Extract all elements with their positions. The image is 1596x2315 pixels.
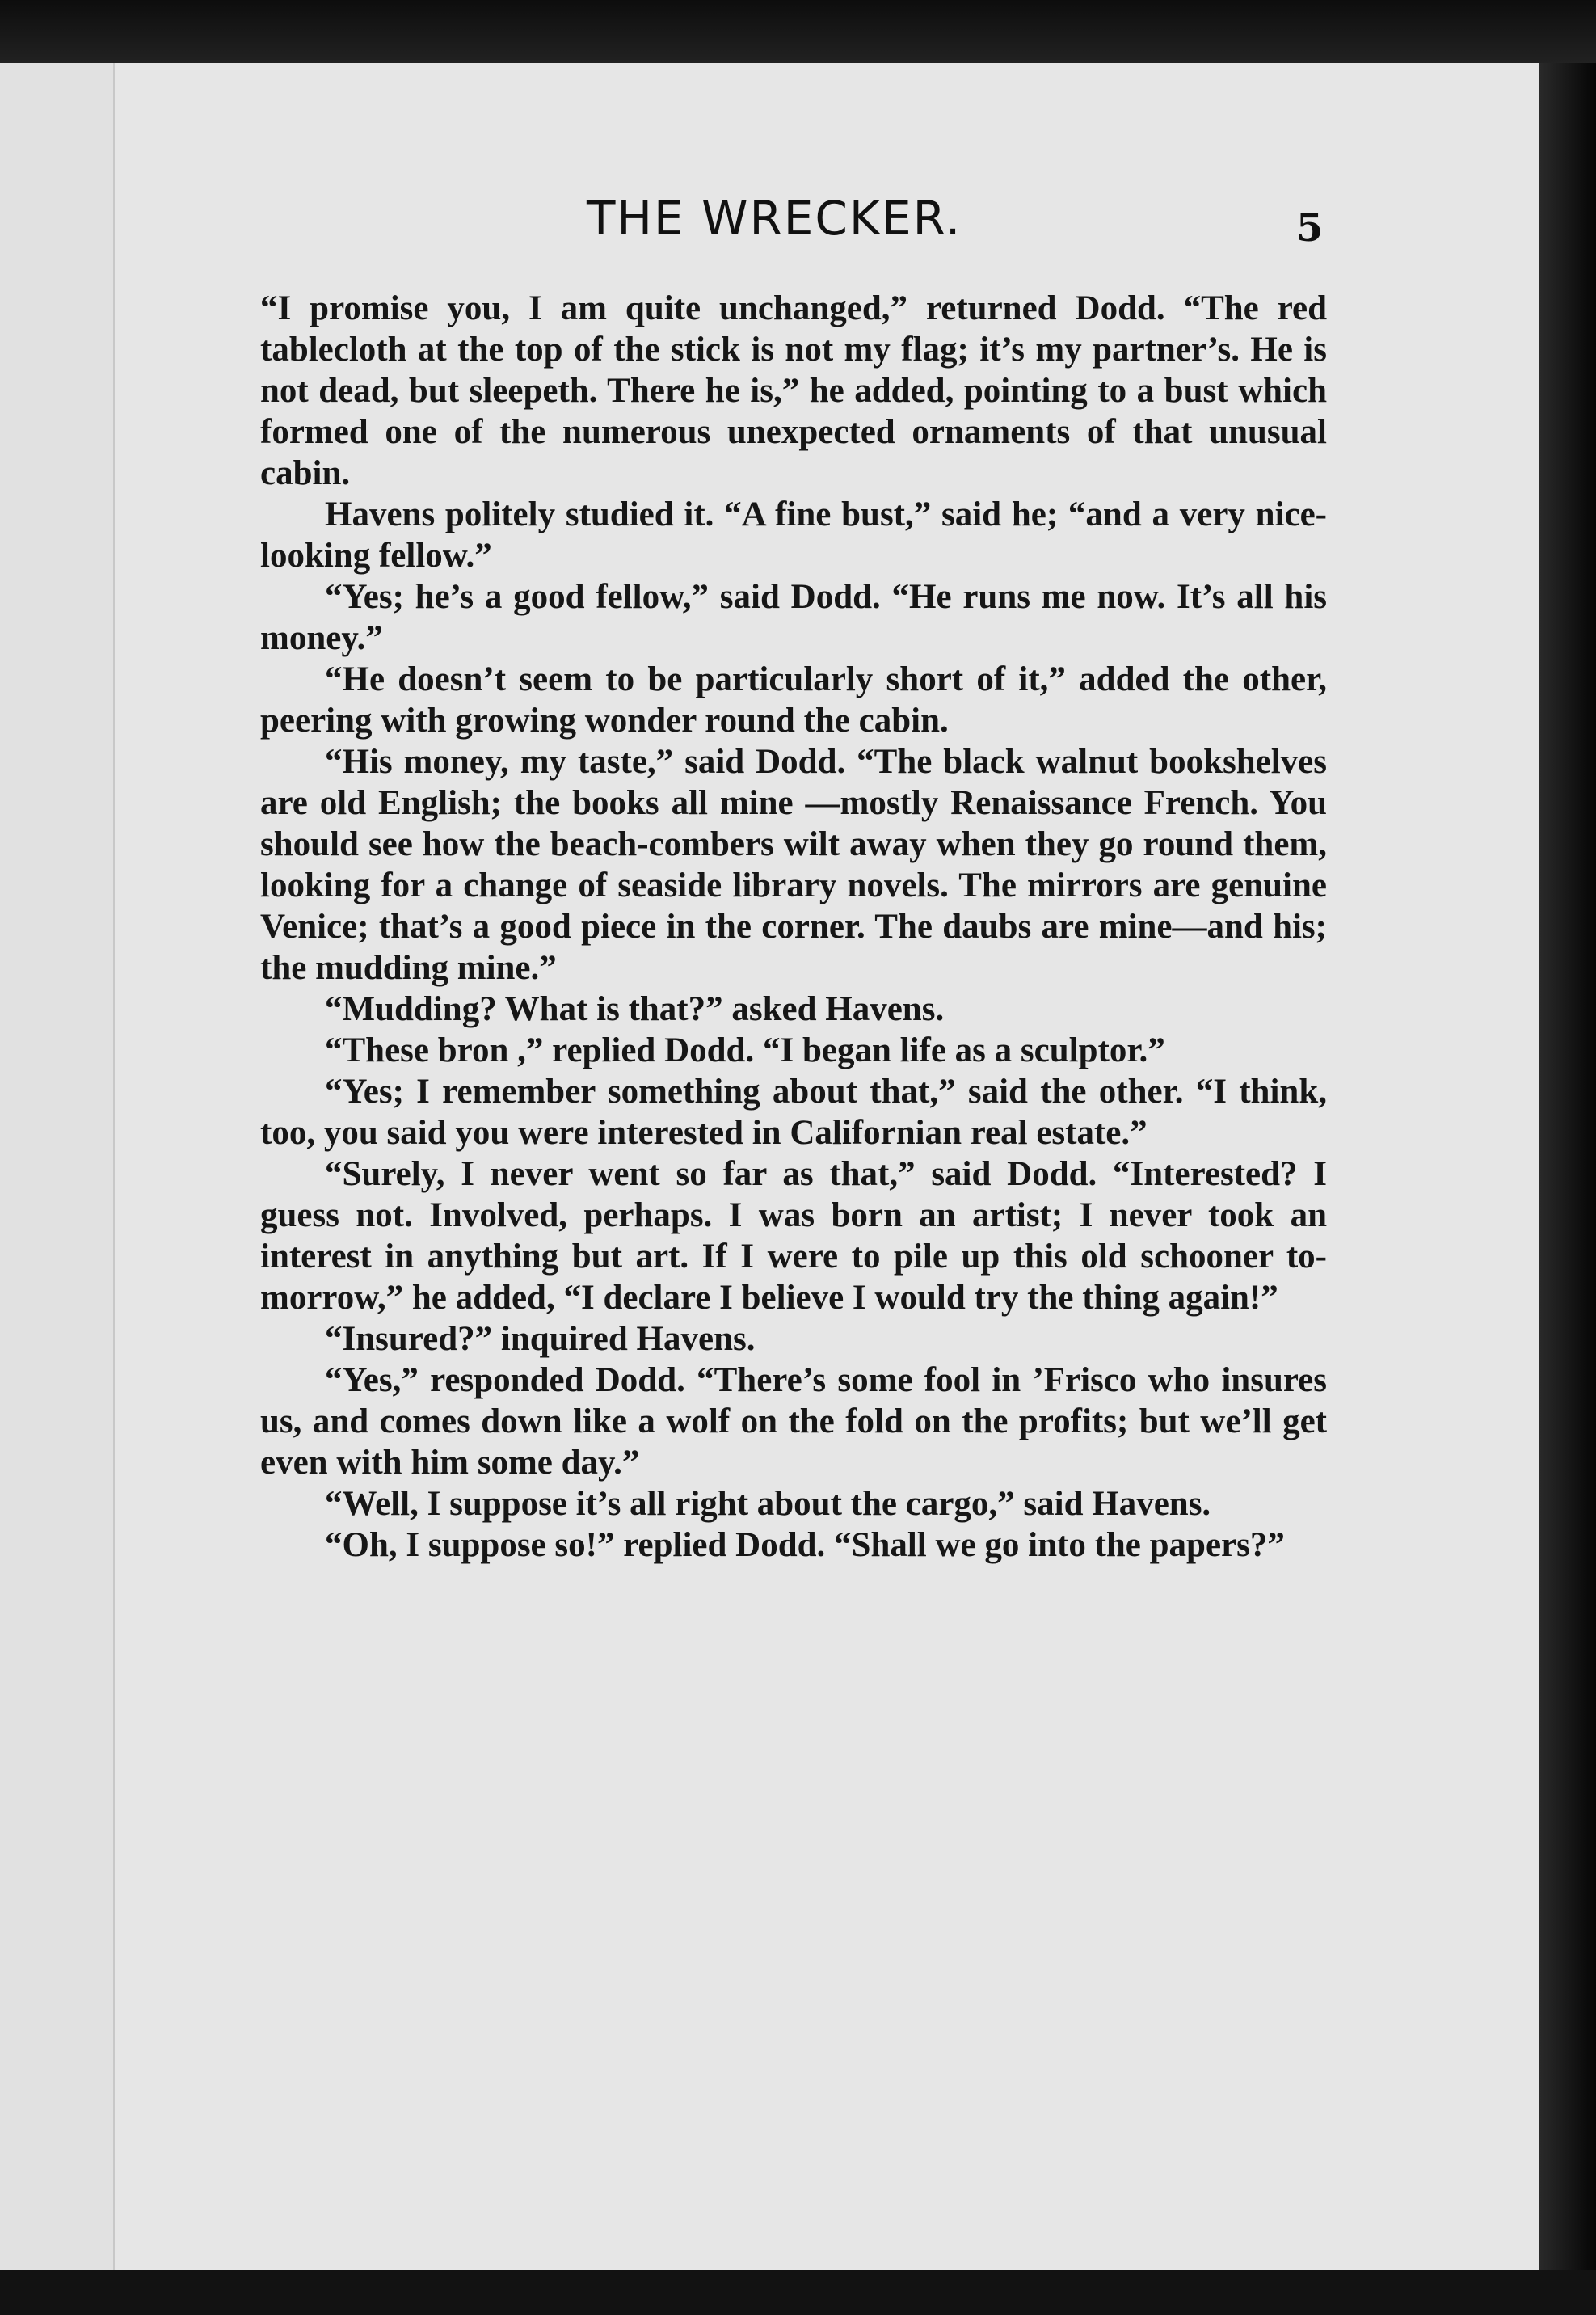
paragraph: “These bron ,” replied Dodd. “I began life as a sculptor.” [325, 1031, 1165, 1069]
paragraph: “Well, I suppose it’s all right about the cargo,” said Havens. [325, 1485, 1211, 1523]
paragraph: Havens politely studied it. “A fine bust,” said he; “and a very nice-looking fellow.” [260, 495, 1327, 575]
paragraph: “Yes,” responded Dodd. “There’s some fool in ’Frisco who insures us, and comes down like a wolf on the fold on the profits; but we’ll get even with him some day.” [260, 1361, 1327, 1482]
paragraph: “Yes; he’s a good fellow,” said Dodd. “He runs me now. It’s all his money.” [260, 578, 1327, 657]
scan-right-border [1539, 63, 1596, 2315]
body-text [260, 288, 1327, 1566]
paragraph: “Insured?” inquired Havens. [325, 1320, 756, 1358]
paragraph: “Surely, I never went so far as that,” said Dodd. “Interested? I guess not. Involved, perhaps. I was born an artist; I never took an interest in anything but art. If I were to pile up this old schooner to-morrow,” he added, “I declare I believe I would try the thing again!” [260, 1155, 1327, 1317]
scan-top-border [0, 0, 1596, 65]
paragraph: “He doesn’t seem to be particularly short of it,” added the other, peering with growing wonder round the cabin. [260, 660, 1327, 740]
paragraph: “His money, my taste,” said Dodd. “The black walnut bookshelves are old English; the books all mine —mostly Renaissance French. You should see how the beach-combers wilt away when they go round them, looking for a change of seaside library novels. The mirrors are genuine Venice; that’s a good piece in the corner. The daubs are mine—and his; the mudding mine.” [260, 743, 1327, 987]
paragraph: “Mudding? What is that?” asked Havens. [325, 990, 945, 1028]
paragraph: “Yes; I remember something about that,” said the other. “I think, too, you said you were interested in Californian real estate.” [260, 1073, 1327, 1152]
scan-bottom-border [0, 2270, 1596, 2315]
paragraph: “Oh, I suppose so!” replied Dodd. “Shall we go into the papers?” [325, 1526, 1285, 1564]
page-number: 5 [1296, 205, 1324, 251]
page-gutter [0, 63, 115, 2270]
paragraph: “I promise you, I am quite unchanged,” returned Dodd. “The red tablecloth at the top of the stick is not my flag; it’s my partner’s. He is not dead, but sleepeth. There he is,” he added, pointing to a bust which formed one of the numerous unexpected ornaments of that unusual cabin. [260, 289, 1327, 492]
running-head: THE WRECKER. [587, 191, 962, 246]
